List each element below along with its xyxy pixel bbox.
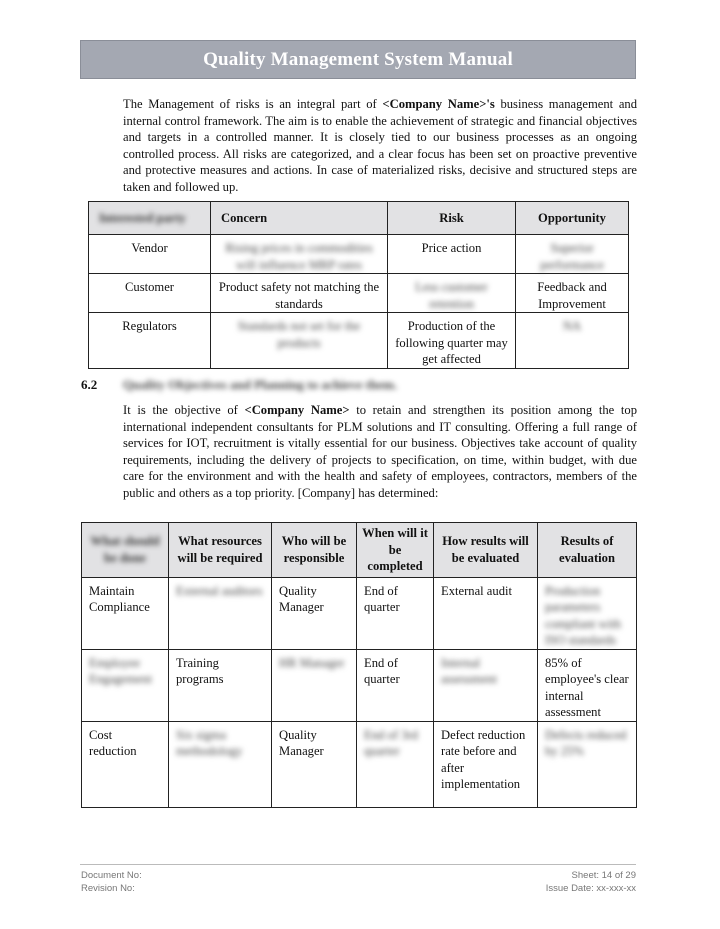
header-evaluation-method: How results will be evaluated [434,523,538,578]
table-cell: End of 3rd quarter [357,721,434,807]
table-cell: End of quarter [357,577,434,649]
header-responsible: Who will be responsible [272,523,357,578]
table-row [82,721,637,807]
risk-table-header [89,202,629,235]
table-cell: Rising prices in commodities will influence MRP rates [211,235,388,274]
table-cell: Production of the following quarter may get affected [388,313,516,369]
table-row [89,235,629,274]
footer-right [546,869,636,895]
company-name-placeholder: <Company Name>'s [382,97,495,111]
intro-text-start: The Management of risks is an integral part of [123,97,383,111]
table-cell: Cost reduction [82,721,169,807]
table-cell: Defect reduction rate before and after implementation [434,721,538,807]
intro-paragraph [123,96,637,196]
table-cell: Superior performance [516,235,629,274]
table-cell: Six sigma methodology [169,721,272,807]
header-opportunity: Opportunity [516,202,629,235]
table-cell: Internal assessment [434,649,538,721]
table-cell: End of quarter [357,649,434,721]
table-cell: Product safety not matching the standards [211,274,388,313]
document-title: Quality Management System Manual [203,48,513,70]
table-cell: Feedback and Improvement [516,274,629,313]
table-cell: Price action [388,235,516,274]
table-cell: External audit [434,577,538,649]
issue-date: Issue Date: xx-xxx-xx [545,883,636,894]
table-cell: Vendor [89,235,211,274]
objective-paragraph [123,402,637,502]
footer-divider [80,864,636,865]
intro-text-rest: business management and internal control framework. The aim is to enable the achievement of strategic and financial objectives and targets in a controlled manner. It is closely tied to our business processes as an ongoing controlled process. All risks are categorized, and a clear focus has been set on proactive preventive and protective measures and actions. In case of materialized risks, decisive and structured steps are taken and followed up. [123,97,637,194]
header-what-should-be-done: What should be done [82,523,169,578]
table-cell: HR Manager [272,649,357,721]
document-title-bar [80,40,636,79]
table-cell: Training programs [169,649,272,721]
table-cell: Customer [89,274,211,313]
table-row [89,274,629,313]
company-name-placeholder: <Company Name> [244,403,350,417]
table-cell: Defects reduced by 25% [538,721,637,807]
header-interested-party: Interested party [89,202,211,235]
revision-number: Revision No: [81,883,135,894]
objective-text-rest: to retain and strengthen its position among the top international independent consultants for PLM solutions and IT consulting. Offering a full range of services for IOT, recruitment is vitally essential for our business. Objectives take account of quality requirements, including the delivery of projects to specification, on time, within budget, with due care for the environment and with the health and safety of employees, contractors, members of the public and others as a top priority. [Company] has determined: [123,403,637,500]
header-risk: Risk [388,202,516,235]
risk-table [88,201,629,369]
objectives-table [81,522,637,808]
header-evaluation-results: Results of evaluation [538,523,637,578]
sheet-number: Sheet: 14 of 29 [571,870,636,881]
header-resources: What resources will be required [169,523,272,578]
table-cell: Production parameters compliant with ISO standards [538,577,637,649]
table-cell: Quality Manager [272,577,357,649]
objective-text-start: It is the objective of [123,403,245,417]
section-title: Quality Objectives and Planning to achieve them. [123,377,398,392]
table-cell: Regulators [89,313,211,369]
table-cell: Standards not set for the products [211,313,388,369]
section-number: 6.2 [81,377,98,392]
footer-left [81,869,142,895]
table-cell: NA [516,313,629,369]
table-cell: Less customer retention [388,274,516,313]
table-cell: External auditors [169,577,272,649]
table-row [82,577,637,649]
table-cell: Quality Manager [272,721,357,807]
header-concern: Concern [211,202,388,235]
header-completion: When will it be completed [357,523,434,578]
table-cell: 85% of employee's clear internal assessment [538,649,637,721]
table-cell: Employee Engagement [82,649,169,721]
objectives-table-header [82,523,637,578]
table-row [89,313,629,369]
table-cell: Maintain Compliance [82,577,169,649]
document-number: Document No: [81,870,142,881]
table-row [82,649,637,721]
